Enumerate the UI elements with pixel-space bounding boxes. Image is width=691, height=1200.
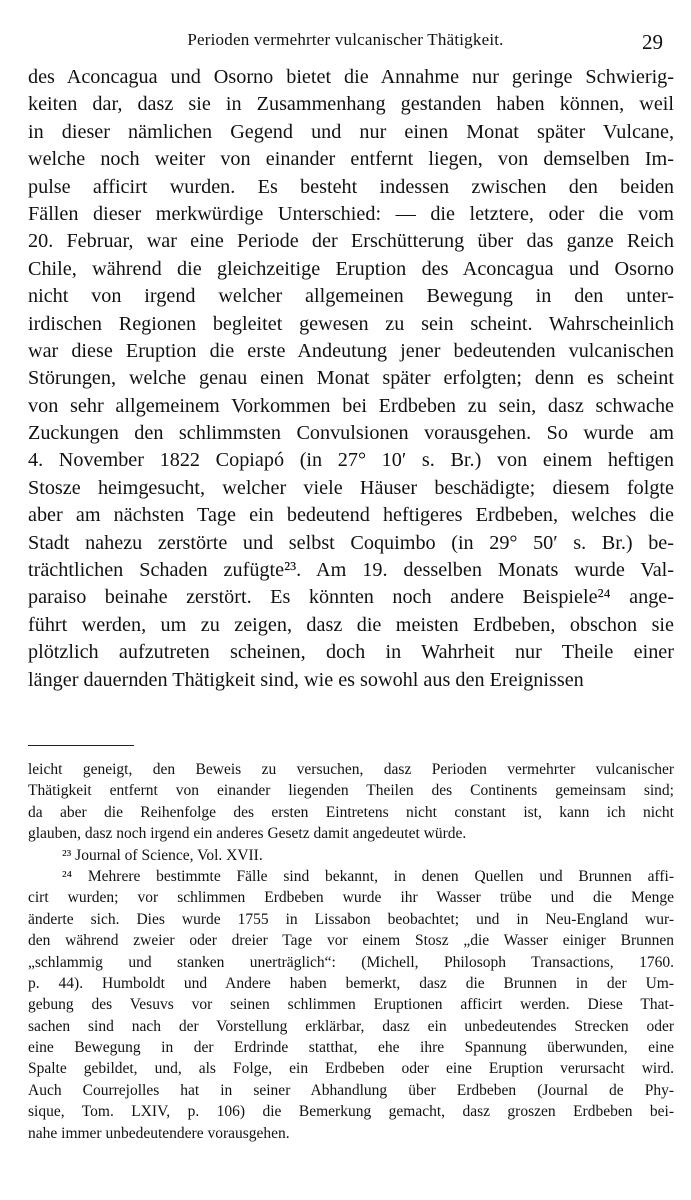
body-line: war diese Eruption die erste Andeutung jener bedeutenden vulcanischen bbox=[28, 339, 674, 362]
footnote-line: änderte sich. Dies wurde 1755 in Lissabon beobachtet; und in Neu-England wur- bbox=[28, 910, 674, 928]
body-line: paraiso beinahe zerstört. Es könnten noch andere Beispiele²⁴ ange- bbox=[28, 586, 674, 609]
body-text bbox=[28, 64, 674, 694]
footnote-line: Auch Courrejolles hat in seiner Abhandlung über Erdbeben (Journal de Phy- bbox=[28, 1081, 674, 1099]
footnote-line: sique, Tom. LXIV, p. 106) die Bemerkung gemacht, dasz groszen Erdbeben bei- bbox=[28, 1103, 674, 1121]
body-line: in dieser nämlichen Gegend und nur einen Monat später Vulcane, bbox=[28, 120, 674, 143]
footnote-line: sachen sind nach der Vorstellung erklärbar, dasz ein unbedeutendes Strecken oder bbox=[28, 1017, 674, 1035]
body-line: pulse afficirt wurden. Es besteht indessen zwischen den beiden bbox=[28, 175, 674, 198]
body-line: trächtlichen Schaden zufügte²³. Am 19. desselben Monats wurde Val- bbox=[28, 559, 674, 582]
footnote-line: „schlammig und stanken unerträglich“: (Michell, Philosoph Transactions, 1760. bbox=[28, 953, 674, 971]
footnote-line: Spalte gebildet, und, als Folge, ein Erdbeben oder eine Eruption verursacht wird. bbox=[28, 1060, 674, 1078]
page-header bbox=[0, 30, 691, 56]
body-line: nicht von irgend welcher allgemeinen Bewegung in den unter- bbox=[28, 285, 674, 308]
body-line: 20. Februar, war eine Periode der Erschütterung über das ganze Reich bbox=[28, 230, 674, 253]
body-line: 4. November 1822 Copiapó (in 27° 10′ s. Br.) von einem heftigen bbox=[28, 449, 674, 472]
footnote-24: ²⁴ Mehrere bestimmte Fälle sind bekannt, in denen Quellen und Brunnen affi- bbox=[62, 867, 674, 885]
footnote-line: eine Bewegung in der Erdrinde statthat, ehe ihre Spannung überwunden, eine bbox=[28, 1039, 674, 1057]
body-line: des Aconcagua und Osorno bietet die Annahme nur geringe Schwierig- bbox=[28, 66, 674, 88]
footnote-23: ²³ Journal of Science, Vol. XVII. bbox=[62, 846, 263, 864]
body-line: Chile, während die gleichzeitige Eruption des Aconcagua und Osorno bbox=[28, 257, 674, 280]
footnote-line: Thätigkeit entfernt von einander liegenden Theilen des Continents gemeinsam sind; bbox=[28, 782, 674, 800]
footnote-line: nahe immer unbedeutendere vorausgehen. bbox=[28, 1124, 290, 1142]
footnote-line: gebung des Vesuvs vor seinen schlimmen Eruptionen afficirt werden. Diese That- bbox=[28, 996, 674, 1014]
footnote-line: den während zweier oder dreier Tage vor einem Stosz „die Wasser einiger Brunnen bbox=[28, 932, 674, 950]
footnote-line: da aber die Reihenfolge des ersten Eintretens nicht constant ist, kann ich nicht bbox=[28, 803, 674, 821]
body-line: Stadt nahezu zerstörte und selbst Coquimbo (in 29° 50′ s. Br.) be- bbox=[28, 531, 674, 554]
body-line: Stosze heimgesucht, welcher viele Häuser beschädigte; diesem folgte bbox=[28, 476, 674, 499]
footnotes bbox=[28, 759, 674, 1144]
footnote-divider bbox=[28, 745, 134, 746]
running-title: Perioden vermehrter vulcanischer Thätigkeit. bbox=[187, 30, 504, 49]
body-line: welche noch weiter von einander entfernt liegen, von demselben Im- bbox=[28, 148, 674, 171]
body-line: irdischen Regionen begleitet gewesen zu sein scheint. Wahrscheinlich bbox=[28, 312, 674, 335]
body-line: länger dauernden Thätigkeit sind, wie es sowohl aus den Ereignissen bbox=[28, 668, 584, 691]
body-line: Zuckungen den schlimmsten Convulsionen vorausgehen. So wurde am bbox=[28, 422, 674, 445]
footnote-line: glauben, dasz noch irgend ein anderes Gesetz damit angedeutet würde. bbox=[28, 825, 467, 843]
body-line: keiten dar, dasz sie in Zusammenhang gestanden haben können, weil bbox=[28, 93, 674, 116]
body-line: Fällen dieser merkwürdige Unterschied: — die letztere, oder die vom bbox=[28, 202, 674, 225]
footnote-line: leicht geneigt, den Beweis zu versuchen, dasz Perioden vermehrter vulcanischer bbox=[28, 761, 674, 778]
body-line: Störungen, welche genau einen Monat später erfolgten; denn es scheint bbox=[28, 367, 674, 390]
body-line: von sehr allgemeinem Vorkommen bei Erdbeben zu sein, dasz schwache bbox=[28, 394, 674, 417]
footnote-line: cirt wurden; vor schlimmen Erdbeben wurde ihr Wasser trübe und die Menge bbox=[28, 889, 674, 907]
body-line: aber am nächsten Tage ein bedeutend heftigeres Erdbeben, welches die bbox=[28, 504, 674, 527]
footnote-line: p. 44). Humboldt und Andere haben bemerkt, dasz die Brunnen in der Um- bbox=[28, 974, 674, 992]
body-line: führt werden, um zu zeigen, dasz die meisten Erdbeben, obschon sie bbox=[28, 613, 674, 636]
body-line: plötzlich aufzutreten scheinen, doch in Wahrheit nur Theile einer bbox=[28, 641, 674, 664]
page-number: 29 bbox=[642, 30, 663, 54]
